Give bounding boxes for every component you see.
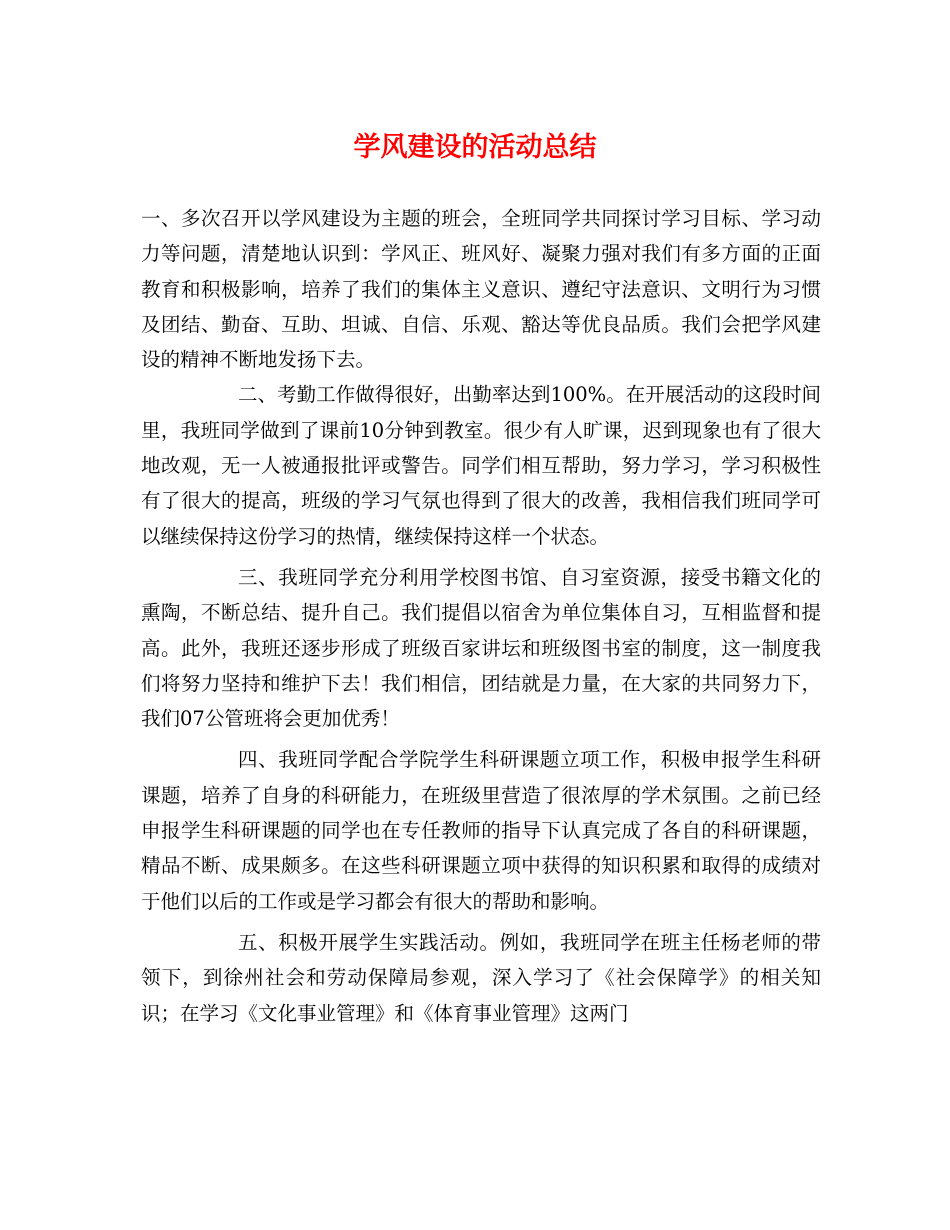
paragraph-1: 一、多次召开以学风建设为主题的班会，全班同学共同探讨学习目标、学习动力等问题，清楚地认识到：学风正、班风好、凝聚力强对我们有多方面的正面教育和积极影响，培养了我们的集体主义意识、遵纪守法意识、文明行为习惯及团结、勤奋、互助、坦诚、自信、乐观、豁达等优良品质。我们会把学风建设的精神不断地发扬下去。 [141, 207, 821, 372]
document-body [141, 201, 821, 1031]
paragraph-4: 四、我班同学配合学院学生科研课题立项工作，积极申报学生科研课题，培养了自身的科研能力，在班级里营造了很浓厚的学术氛围。之前已经申报学生科研课题的同学也在专任教师的指导下认真完成了各自的科研课题，精品不断、成果颇多。在这些科研课题立项中获得的知识积累和取得的成绩对于他们以后的工作或是学习都会有很大的帮助和影响。 [141, 748, 821, 913]
paragraph-3: 三、我班同学充分利用学校图书馆、自习室资源，接受书籍文化的熏陶，不断总结、提升自己。我们提倡以宿舍为单位集体自习，互相监督和提高。此外，我班还逐步形成了班级百家讲坛和班级图书室的制度，这一制度我们将努力坚持和维护下去！我们相信，团结就是力量，在大家的共同努力下，我们07公管班将会更加优秀！ [141, 565, 821, 731]
document-title: 学风建设的活动总结 [353, 132, 597, 163]
paragraph-5: 五、积极开展学生实践活动。例如，我班同学在班主任杨老师的带领下，到徐州社会和劳动保障局参观，深入学习了《社会保障学》的相关知识；在学习《文化事业管理》和《体育事业管理》这两门 [141, 930, 821, 1025]
paragraph-2: 二、考勤工作做得很好，出勤率达到100%。在开展活动的这段时间里，我班同学做到了课前10分钟到教室。很少有人旷课，迟到现象也有了很大地改观，无一人被通报批评或警告。同学们相互帮助，努力学习，学习积极性有了很大的提高，班级的学习气氛也得到了很大的改善，我相信我们班同学可以继续保持这份学习的热情，继续保持这样一个状态。 [141, 383, 821, 548]
